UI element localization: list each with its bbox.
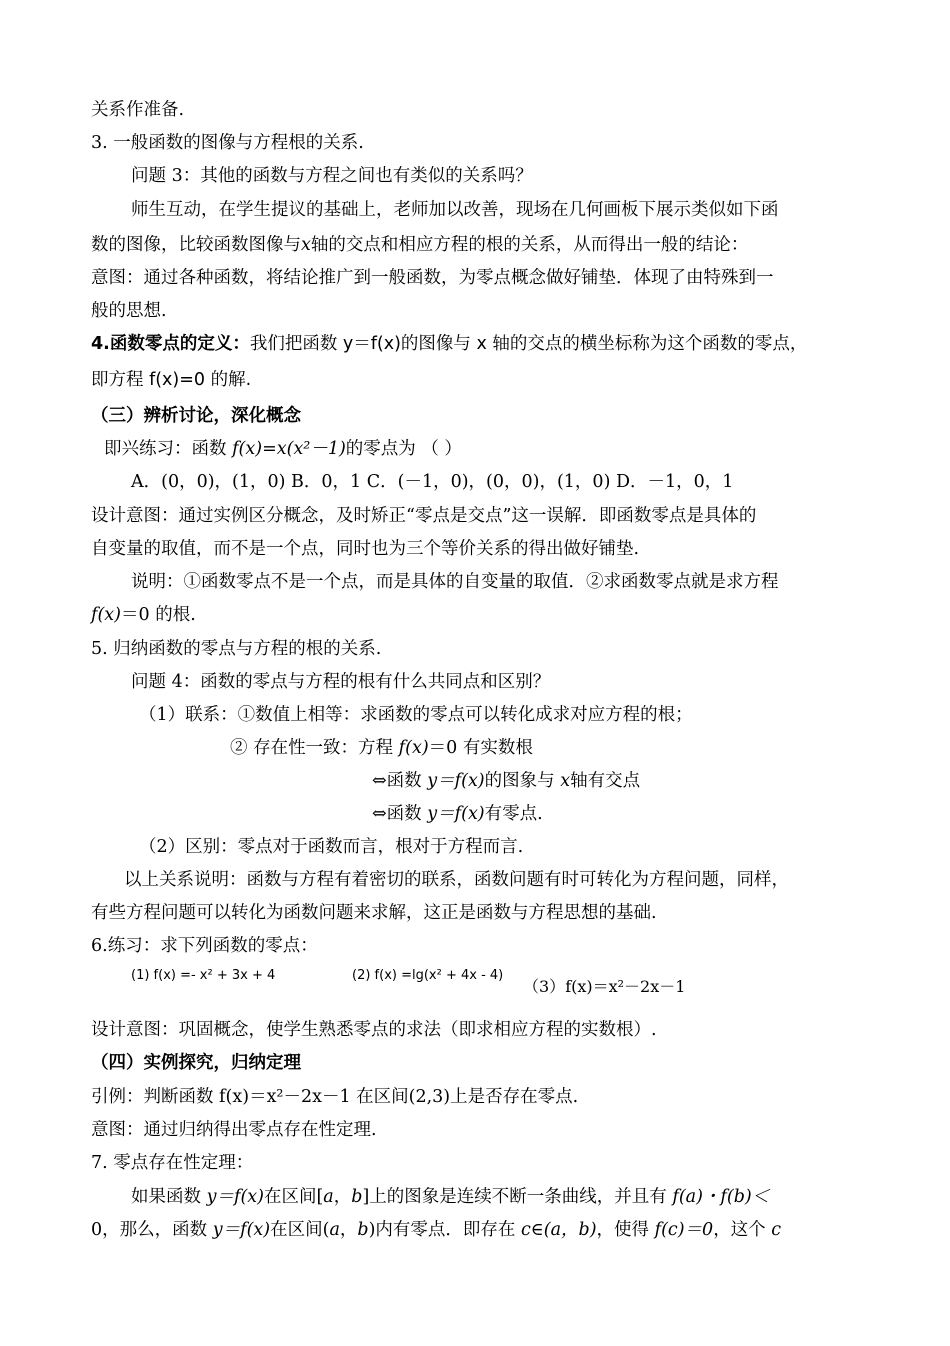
text-fragment: （3） [523,977,566,996]
exercise-item-2: (2) f(x) =lg(x² + 4x - 4) [352,968,504,983]
text-fragment: 在区间( [270,1220,330,1240]
definition-title: 4.函数零点的定义： [91,334,250,354]
text-fragment: ， [339,1220,358,1240]
section-heading-5: 5. 归纳函数的零点与方程的根的关系. [91,639,382,659]
definition-text: 我们把函数 y＝f(x)的图像与 x 轴的交点的横坐标称为这个函数的零点， [249,334,808,354]
text-fragment: 如果函数 [131,1187,201,1207]
text-fragment: 0，那么，函数 [91,1220,208,1240]
relation-line [230,736,533,760]
exercise-line [104,437,462,461]
text-fragment: ② 存在性一致：方程 [230,738,394,758]
math-variable: b [357,1220,369,1240]
text-fragment: 轴有交点 [570,771,641,791]
question-3: 问题 3：其他的函数与方程之间也有类似的关系吗？ [131,166,533,186]
text-fragment: ]上的图象是连续不断一条曲线，并且有 [362,1187,667,1207]
text-line [91,233,748,257]
text-fragment: ＝0 有实数根 [428,738,533,758]
exercise-options: A．(0，0)，(1，0) B．0，1 C．(－1，0)，(0，0)，(1，0) D．－1，0，1 [131,472,734,492]
theorem-line [91,1218,781,1242]
intent-line: 意图：通过归纳得出零点存在性定理. [91,1120,377,1140]
math-expression: f(x)=x(x²－1) [232,439,346,459]
text-line: 自变量的取值，而不是一个点，同时也为三个等价关系的得出做好铺垫. [91,539,640,559]
design-intent: 设计意图：巩固概念，使学生熟悉零点的求法（即求相应方程的实数根）. [91,1020,657,1040]
theorem-line [131,1185,769,1209]
math-expression: c∈(a，b) [520,1220,597,1240]
text-fragment: 在区间[ [263,1187,324,1207]
math-variable: x [560,771,571,791]
math-variable: a [323,1187,334,1207]
text-line: 般的思想. [91,301,167,321]
text-line [91,603,196,627]
example-line: 引例：判断函数 f(x)＝x²－2x－1 在区间(2,3)上是否存在零点. [91,1087,579,1107]
text-fragment: 即兴练习：函数 [104,439,227,459]
equivalence-line [372,802,543,826]
text-fragment: )内有零点．即存在 [368,1220,516,1240]
text-fragment: 数的图像，比较函数图像与 [91,235,301,255]
math-expression: y＝f(x) [212,1220,271,1240]
design-intent: 设计意图：通过实例区分概念，及时矫正“零点是交点”这一误解．即函数零点是具体的 [91,506,757,526]
math-expression: f(x)＝x²－2x－1 [565,977,686,996]
section-heading-7: 7. 零点存在性定理： [91,1153,254,1173]
text-line: 关系作准备. [91,100,185,120]
text-fragment: 有零点. [484,804,543,824]
math-expression: y＝f(x) [206,1187,264,1207]
text-fragment: ＝0 的根. [121,605,196,625]
definition-line [91,332,807,356]
relation-line: （1）联系：①数值上相等：求函数的零点可以转化成求对应方程的根； [139,705,693,725]
equivalence-line [372,769,640,793]
intent-line: 意图：通过各种函数，将结论推广到一般函数，为零点概念做好铺垫．体现了由特殊到一 [91,268,774,288]
exercise-6-heading: 6.练习：求下列函数的零点： [91,936,318,956]
text-line: 以上关系说明：函数与方程有着密切的联系，函数问题有时可转化为方程问题，同样， [124,870,789,890]
math-expression: f(c)＝0 [654,1220,714,1240]
math-variable: b [351,1187,363,1207]
math-expression: y＝f(x) [427,804,485,824]
text-fragment: ，使得 [596,1220,650,1240]
math-variable: x [301,235,311,255]
math-expression: f(a)・f(b)＜ [672,1187,770,1207]
section-heading-iii: （三）辨析讨论，深化概念 [91,406,301,426]
math-variable: a [329,1220,340,1240]
text-fragment: ， [333,1187,352,1207]
math-expression: y＝f(x) [427,771,485,791]
text-fragment: ⇔函数 [372,804,422,824]
math-expression: f(x) [398,738,429,758]
text-fragment: 的图象与 [484,771,555,791]
exercise-item-1: (1) f(x) =- x² + 3x + 4 [131,968,276,983]
exercise-item-3 [523,974,685,997]
text-fragment: 的零点为 （ ） [345,439,462,459]
section-heading-3: 3. 一般函数的图像与方程根的关系. [91,133,364,153]
note-line: 说明：①函数零点不是一个点，而是具体的自变量的取值．②求函数零点就是求方程 [131,572,779,592]
text-line: 有些方程问题可以转化为函数问题来求解，这正是函数与方程思想的基础. [91,903,657,923]
math-variable: c [771,1220,782,1240]
text-fragment: 轴的交点和相应方程的根的关系，从而得出一般的结论： [310,235,749,255]
section-heading-iv: （四）实例探究，归纳定理 [91,1053,301,1073]
text-fragment: ，这个 [713,1220,766,1240]
math-expression: f(x) [91,605,122,625]
question-4: 问题 4：函数的零点与方程的根有什么共同点和区别？ [131,672,551,692]
definition-line: 即方程 f(x)=0 的解. [91,370,252,390]
text-line: 师生互动，在学生提议的基础上，老师加以改善，现场在几何画板下展示类似如下函 [131,200,779,220]
text-fragment: ⇔函数 [372,771,422,791]
difference-line: （2）区别：零点对于函数而言，根对于方程而言. [139,837,524,857]
